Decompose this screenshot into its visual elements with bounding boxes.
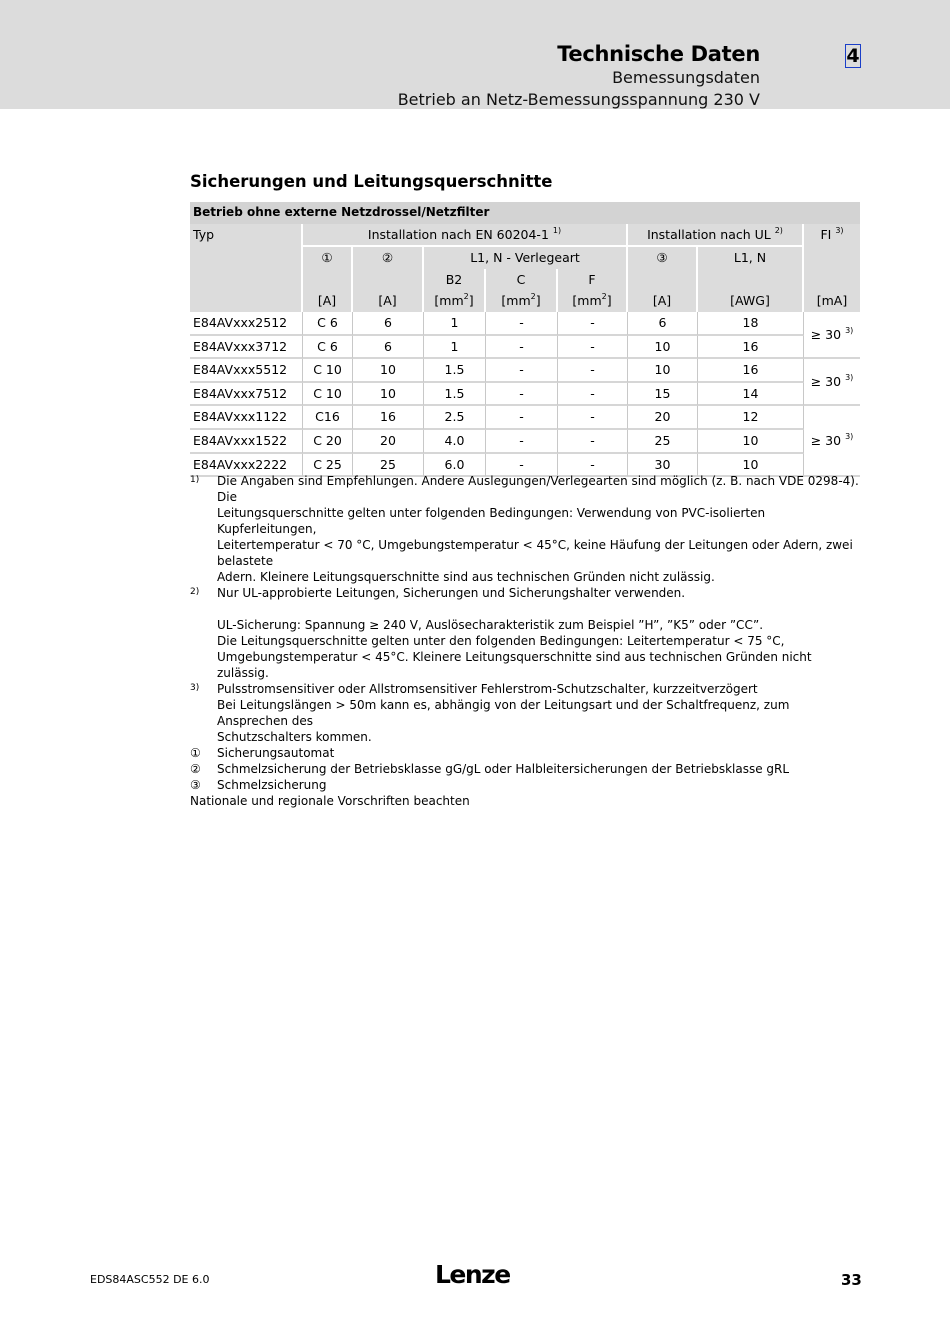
- legend-sym3: [190, 777, 860, 793]
- page-subtitle: Bemessungsdaten: [612, 68, 760, 87]
- cell-fi: ≥ 30 $^{3)}$: [804, 312, 860, 359]
- cell-ul-a: 25: [628, 430, 698, 454]
- cell-awg: 16: [698, 359, 804, 383]
- col-header-sym2: ②: [353, 245, 424, 290]
- cell-awg: 12: [698, 406, 804, 430]
- col-header-ul-group: Installation nach UL $^{2)}$: [628, 224, 804, 246]
- cell-awg: 16: [698, 336, 804, 360]
- cell-auto: C 10: [303, 359, 353, 383]
- cell-auto: C 6: [303, 336, 353, 360]
- col-header-en-group: Installation nach EN 60204-1 $^{1)}$: [303, 224, 628, 246]
- table-caption: Betrieb ohne externe Netzdrossel/Netzfilter: [190, 202, 860, 224]
- cell-schmelz: 10: [353, 383, 424, 407]
- cell-typ: E84AVxxx5512: [190, 359, 303, 383]
- cell-fi: ≥ 30 $^{3)}$: [804, 359, 860, 406]
- table-row: [190, 336, 860, 360]
- cell-typ: E84AVxxx1122: [190, 406, 303, 430]
- footnote-mark: 3): [190, 683, 200, 693]
- cell-b2: 2.5: [424, 406, 486, 430]
- cell-f: -: [558, 430, 628, 454]
- document-id: EDS84ASC552 DE 6.0: [90, 1273, 210, 1286]
- chapter-link[interactable]: 4: [846, 45, 860, 67]
- cell-ul-a: 30: [628, 454, 698, 478]
- footnote-text: Die Leitungsquerschnitte gelten unter den folgenden Bedingungen: Leitertemperatur < 75 °C,: [217, 634, 785, 648]
- cell-awg: 10: [698, 430, 804, 454]
- unit-mm2-b2: $[mm^2]$: [424, 290, 486, 312]
- page-title: Technische Daten: [557, 42, 760, 66]
- col-header-verlegeart: L1, N - Verlegeart: [424, 245, 628, 269]
- footnote-text: Die Angaben sind Empfehlungen. Andere Auslegungen/Verlegearten sind möglich (z. B. nach VDE 0298-4). Die: [217, 474, 859, 504]
- cell-schmelz: 16: [353, 406, 424, 430]
- unit-mm2-c: $[mm^2]$: [486, 290, 558, 312]
- cell-auto: C 20: [303, 430, 353, 454]
- cell-awg: 18: [698, 312, 804, 336]
- cell-b2: 1.5: [424, 383, 486, 407]
- table-row: [190, 312, 860, 336]
- col-header-typ: Typ: [190, 224, 303, 312]
- table-row: [190, 430, 860, 454]
- legend-sym1: [190, 745, 860, 761]
- cell-typ: E84AVxxx2222: [190, 454, 303, 478]
- footnote-text: Pulsstromsensitiver oder Allstromsensitiver Fehlerstrom-Schutzschalter, kurzzeitverzögert: [217, 682, 758, 696]
- col-header-fi: FI $^{3)}$: [804, 224, 860, 291]
- legend-mark: ③: [190, 778, 201, 792]
- cell-schmelz: 6: [353, 336, 424, 360]
- cell-c: -: [486, 312, 558, 336]
- unit-a-1: [A]: [303, 290, 353, 312]
- unit-awg: [AWG]: [698, 290, 804, 312]
- footnote-mark: 2): [190, 587, 200, 597]
- footnote-1: [190, 473, 860, 585]
- col-header-sym1: ①: [303, 245, 353, 290]
- fuse-table: [190, 202, 860, 477]
- cell-f: -: [558, 312, 628, 336]
- footnote-text: Umgebungstemperatur < 45°C. Kleinere Leitungsquerschnitte sind aus technischen Gründen nicht zulässig.: [217, 650, 812, 680]
- cell-schmelz: 25: [353, 454, 424, 478]
- cell-b2: 1.5: [424, 359, 486, 383]
- cell-auto: C 6: [303, 312, 353, 336]
- unit-mm2-f: $[mm^2]$: [558, 290, 628, 312]
- cell-auto: C 10: [303, 383, 353, 407]
- footnote-mark: 1): [190, 475, 200, 485]
- legend-text: Schmelzsicherung der Betriebsklasse gG/gL oder Halbleitersicherungen der Betriebsklasse gRL: [217, 762, 790, 776]
- unit-ma: [mA]: [804, 290, 860, 312]
- cell-b2: 1: [424, 312, 486, 336]
- footnote-text: Nur UL-approbierte Leitungen, Sicherungen und Sicherungshalter verwenden.: [217, 586, 686, 600]
- footnote-text: Adern. Kleinere Leitungsquerschnitte sind aus technischen Gründen nicht zulässig.: [217, 570, 715, 584]
- footnotes: [190, 473, 860, 809]
- legend-text: Sicherungsautomat: [217, 746, 335, 760]
- lenze-logo: Lenze: [435, 1260, 510, 1289]
- footnote-3: [190, 681, 860, 745]
- cell-schmelz: 20: [353, 430, 424, 454]
- col-header-c: C: [486, 269, 558, 291]
- col-header-f: F: [558, 269, 628, 291]
- cell-c: -: [486, 359, 558, 383]
- cell-f: -: [558, 383, 628, 407]
- legend-text: Schmelzsicherung: [217, 778, 327, 792]
- cell-f: -: [558, 359, 628, 383]
- legend-mark: ②: [190, 762, 201, 776]
- cell-ul-a: 20: [628, 406, 698, 430]
- cell-f: -: [558, 406, 628, 430]
- footnote-2: [190, 585, 860, 681]
- table-row: [190, 383, 860, 407]
- cell-fi: ≥ 30 $^{3)}$: [804, 406, 860, 477]
- cell-schmelz: 10: [353, 359, 424, 383]
- regulation-note: Nationale und regionale Vorschriften beachten: [190, 794, 470, 808]
- cell-c: -: [486, 406, 558, 430]
- cell-typ: E84AVxxx7512: [190, 383, 303, 407]
- cell-c: -: [486, 383, 558, 407]
- cell-typ: E84AVxxx1522: [190, 430, 303, 454]
- col-header-l1n: L1, N: [698, 245, 804, 290]
- footnote-text: Bei Leitungslängen > 50m kann es, abhängig von der Leitungsart und der Schaltfrequenz, zum Ansprechen des: [217, 698, 790, 728]
- col-header-b2: B2: [424, 269, 486, 291]
- table-row: [190, 406, 860, 430]
- cell-typ: E84AVxxx3712: [190, 336, 303, 360]
- cell-schmelz: 6: [353, 312, 424, 336]
- unit-a-2: [A]: [353, 290, 424, 312]
- page-subtitle-2: Betrieb an Netz-Bemessungsspannung 230 V: [397, 90, 760, 109]
- cell-b2: 1: [424, 336, 486, 360]
- cell-awg: 10: [698, 454, 804, 478]
- footnote-text: Leitungsquerschnitte gelten unter folgenden Bedingungen: Verwendung von PVC-isolierten Kupferleitungen,: [217, 506, 766, 536]
- cell-c: -: [486, 336, 558, 360]
- footnote-text: Schutzschalters kommen.: [217, 730, 372, 744]
- cell-awg: 14: [698, 383, 804, 407]
- cell-ul-a: 15: [628, 383, 698, 407]
- cell-auto: C 25: [303, 454, 353, 478]
- footnote-text: Leitertemperatur < 70 °C, Umgebungstemperatur < 45°C, keine Häufung der Leitungen oder Adern, zwei belastete: [217, 538, 853, 568]
- cell-b2: 4.0: [424, 430, 486, 454]
- unit-a-3: [A]: [628, 290, 698, 312]
- legend-mark: ①: [190, 746, 201, 760]
- legend-sym2: [190, 761, 860, 777]
- cell-typ: E84AVxxx2512: [190, 312, 303, 336]
- table-row: [190, 359, 860, 383]
- cell-auto: C16: [303, 406, 353, 430]
- section-title: Sicherungen und Leitungsquerschnitte: [190, 172, 553, 191]
- cell-f: -: [558, 336, 628, 360]
- cell-ul-a: 10: [628, 359, 698, 383]
- col-header-sym3: ③: [628, 245, 698, 290]
- cell-f: -: [558, 454, 628, 478]
- cell-c: -: [486, 430, 558, 454]
- cell-b2: 6.0: [424, 454, 486, 478]
- cell-ul-a: 6: [628, 312, 698, 336]
- page-number: 33: [841, 1271, 862, 1289]
- cell-c: -: [486, 454, 558, 478]
- cell-ul-a: 10: [628, 336, 698, 360]
- footnote-text: UL-Sicherung: Spannung ≥ 240 V, Auslösecharakteristik zum Beispiel ”H”, ”K5” oder ”CC”.: [217, 618, 764, 632]
